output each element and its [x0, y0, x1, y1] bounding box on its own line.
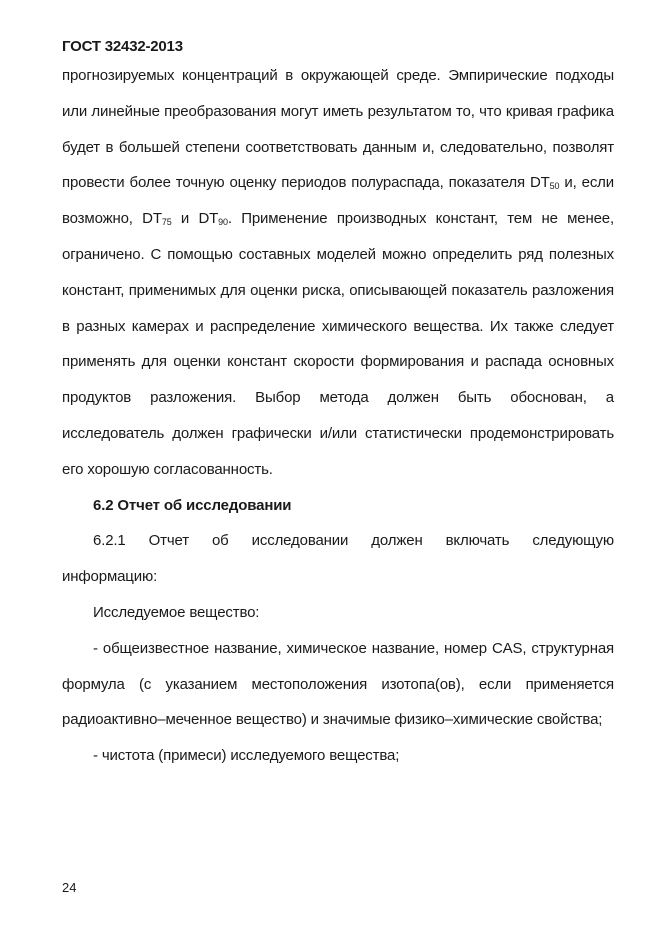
subscript-50: 50 [549, 181, 560, 192]
list-item: - чистота (примеси) исследуемого вещества; [93, 747, 400, 765]
paragraph-text: и, если возможно, DT [62, 174, 615, 228]
document-body [62, 58, 614, 774]
subscript-90: 90 [218, 217, 228, 228]
test-substance-label: Исследуемое вещество: [93, 603, 260, 621]
paragraph-text: . Применение производных констант, тем не менее, ограничено. С помощью составных моделей можно определить ряд полезных констант, применимых для оценки риска, описывающей показатель разложения в разных камерах и распределение химического вещества. Их также следует применять для оценки констант скорости формирования и распада основных продуктов разложения. Выбор метода должен быть обоснован, а исследователь должен графически и/или статистически продемонстрировать его хорошую согласованность. [62, 210, 614, 478]
paragraph-text: и DT [171, 210, 219, 228]
page-number: 24 [62, 880, 77, 895]
subscript-75: 75 [161, 217, 172, 228]
document-header: ГОСТ 32432-2013 [62, 38, 183, 55]
paragraph-report-contents: 6.2.1 Отчет об исследовании должен включать следующую информацию: [62, 532, 614, 586]
section-heading: 6.2 Отчет об исследовании [93, 496, 292, 514]
paragraph-degradation-models [62, 58, 614, 488]
paragraph-text: прогнозируемых концентраций в окружающей среде. Эмпирические подходы или линейные преобразования могут иметь результатом то, что кривая графика будет в большей степени соответствовать данным и, следовательно, позволят провести более точную оценку периодов полураспада, показателя DT [62, 67, 614, 192]
list-item: - общеизвестное название, химическое название, номер CAS, структурная формула (с указанием местоположения изотопа(ов), если применяется радиоактивно–меченное вещество) и значимые физико–химические свойства; [62, 639, 614, 729]
